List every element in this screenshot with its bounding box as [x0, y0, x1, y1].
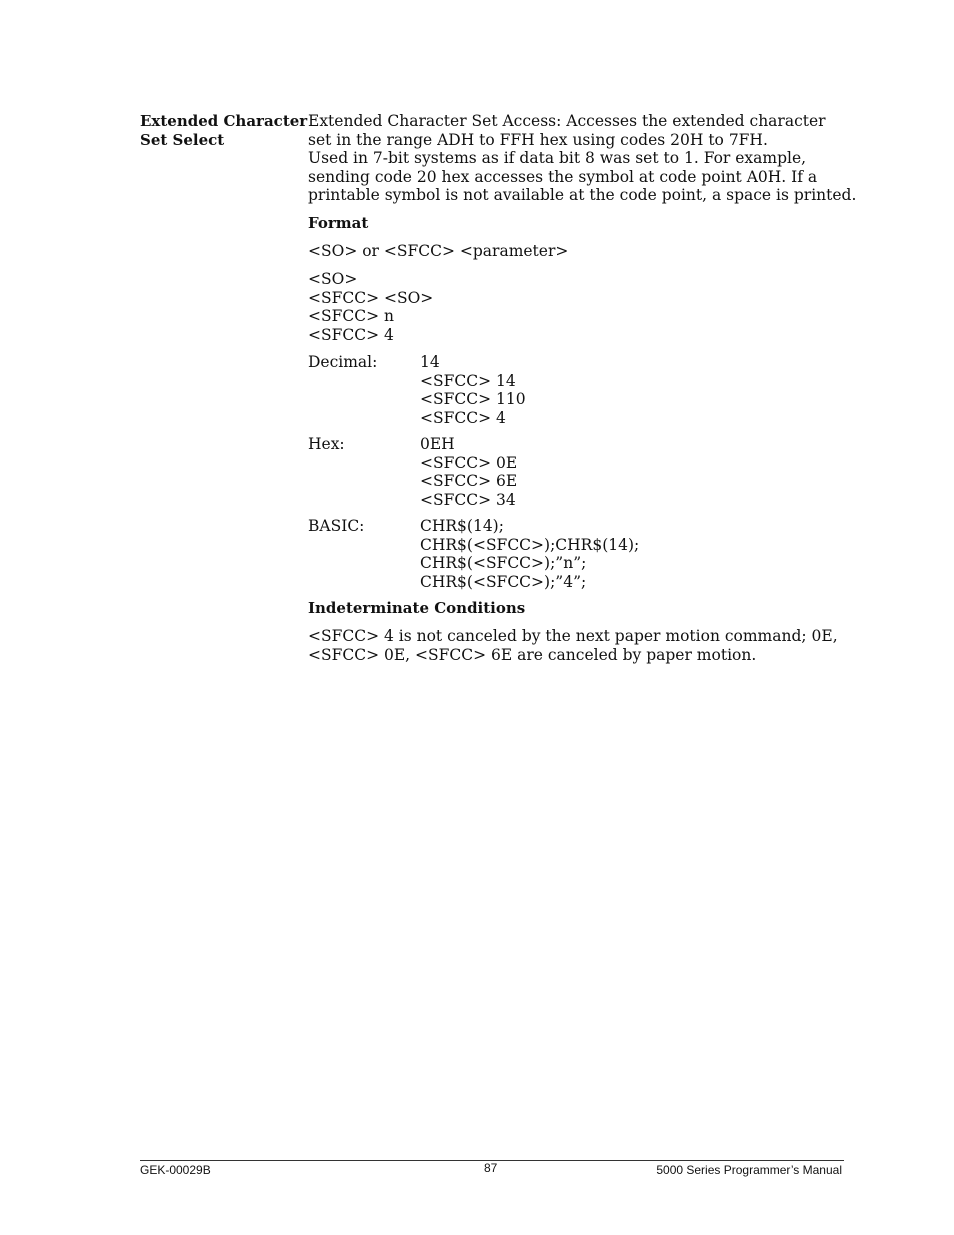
hex-value: <SFCC> 0E: [420, 453, 518, 472]
indeterminate-text: [308, 627, 848, 664]
format-form: <SFCC> 4: [308, 325, 394, 344]
decimal-value: <SFCC> 14: [420, 371, 516, 390]
section-body: [308, 112, 857, 673]
basic-value: CHR$(<SFCC>);”n”;: [420, 554, 587, 572]
section-heading-line-2: Set Select: [140, 131, 225, 149]
indeterminate-heading: Indeterminate Conditions: [308, 599, 526, 617]
basic-value: CHR$(<SFCC>);”4”;: [420, 572, 587, 591]
indeterminate-line: <SFCC> 0E, <SFCC> 6E are canceled by paper motion.: [308, 645, 757, 664]
description-line: printable symbol is not available at the code point, a space is printed.: [308, 186, 857, 204]
decimal-label: Decimal:: [308, 353, 378, 371]
decimal-value: 14: [420, 353, 440, 371]
footer-manual-title: 5000 Series Programmer’s Manual: [656, 1163, 842, 1177]
hex-value: 0EH: [420, 435, 455, 453]
indeterminate-line: <SFCC> 4 is not canceled by the next paper motion command; 0E,: [308, 627, 838, 645]
decimal-value: <SFCC> 110: [420, 390, 526, 408]
description-line: set in the range ADH to FFH hex using codes 20H to 7FH.: [308, 130, 768, 149]
hex-value: <SFCC> 6E: [420, 472, 518, 490]
footer-doc-number: GEK-00029B: [140, 1163, 211, 1177]
description-line: Used in 7-bit systems as if data bit 8 was set to 1. For example,: [308, 149, 807, 167]
hex-value: <SFCC> 34: [420, 490, 516, 509]
basic-value: CHR$(14);: [420, 517, 504, 535]
hex-values: [420, 435, 848, 509]
format-syntax: <SO> or <SFCC> <parameter>: [308, 241, 569, 260]
decimal-row: [308, 353, 848, 427]
basic-value: CHR$(<SFCC>);CHR$(14);: [420, 535, 640, 554]
hex-row: [308, 435, 848, 509]
section-heading-line-1: Extended Character: [140, 112, 308, 130]
decimal-values: [420, 353, 848, 427]
footer-page-number: 87: [484, 1161, 498, 1175]
hex-label: Hex:: [308, 435, 345, 453]
section-heading: [140, 112, 310, 150]
basic-row: [308, 517, 848, 591]
format-form: <SFCC> <SO>: [308, 288, 434, 307]
decimal-value: <SFCC> 4: [420, 408, 506, 427]
page-footer: [140, 1161, 844, 1181]
basic-values: [420, 517, 848, 591]
format-form: <SFCC> n: [308, 307, 394, 325]
description-line: sending code 20 hex accesses the symbol at code point A0H. If a: [308, 167, 818, 186]
basic-label: BASIC:: [308, 517, 365, 535]
description-line: Extended Character Set Access: Accesses the extended character: [308, 112, 826, 130]
format-forms: [308, 270, 848, 344]
format-form: <SO>: [308, 270, 358, 288]
description: [308, 112, 857, 205]
format-heading: Format: [308, 213, 369, 232]
